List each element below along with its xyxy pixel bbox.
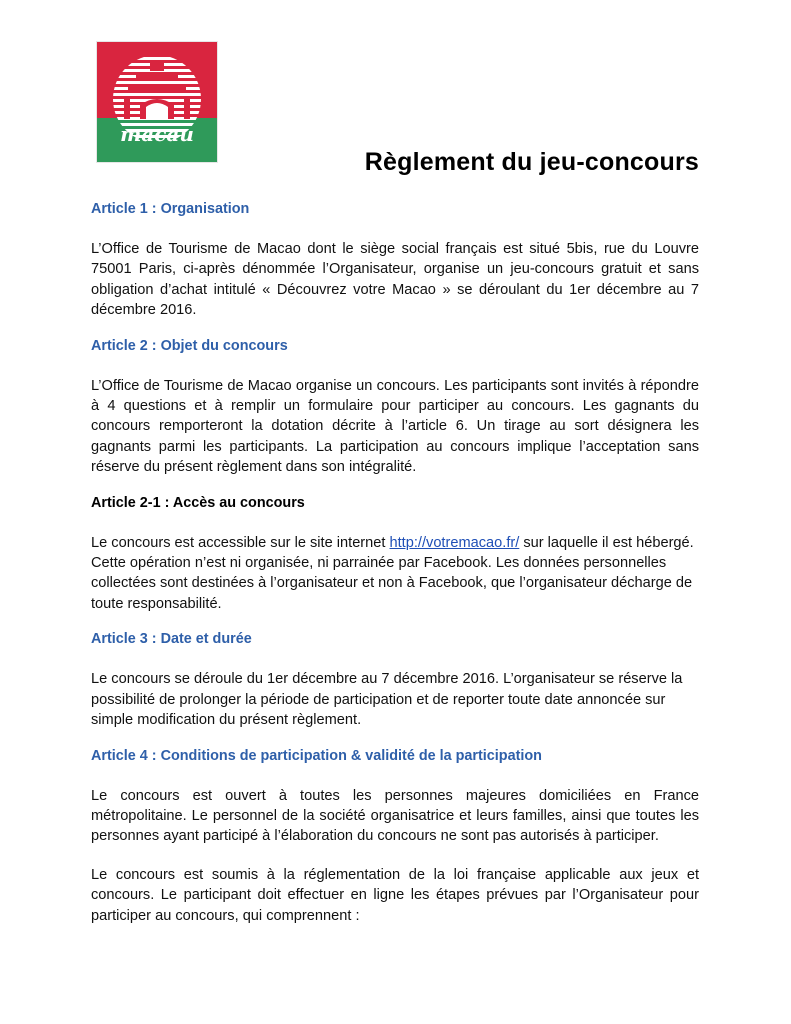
article-4-text-1: Le concours est ouvert à toutes les personnes majeures domiciliées en France métropolitaine. Le personnel de la société organisatrice et leurs familles, ainsi que toutes les personnes ayant participé à l’élaboration du concours ne sont pas autorisés à participer. — [91, 787, 699, 845]
site-link[interactable]: http://votremacao.fr/ — [389, 534, 520, 551]
svg-text:macau: macau — [120, 122, 194, 146]
article-1-heading: Article 1 : Organisation — [91, 201, 250, 217]
macau-logo — [96, 41, 218, 163]
article-2-text: L’Office de Tourisme de Macao organise un concours. Les participants sont invités à répondre à 4 questions et à remplir un formulaire pour participer au concours. Les gagnants du concours remporteront la dotation décrite à l’article 6. Un tirage au sort désignera les gagnants parmi les participants. La participation au concours implique l’acceptation sans réserve du présent règlement dans son intégralité. — [91, 377, 699, 476]
article-3-heading: Article 3 : Date et durée — [91, 631, 252, 648]
article-2-1-text — [91, 533, 699, 615]
article-4-heading: Article 4 : Conditions de participation & validité de la participation — [91, 747, 542, 764]
article-4-text-2: Le concours est soumis à la réglementation de la loi française applicable aux jeux et concours. Le participant doit effectuer en ligne les étapes prévues par l’Organisateur pour participer au concours, qui comprennent : — [91, 866, 699, 924]
article-2-1-heading: Article 2-1 : Accès au concours — [91, 494, 305, 511]
article-1-text: L’Office de Tourisme de Macao dont le siège social français est situé 5bis, rue du Louvre 75001 Paris, ci-après dénommée l’Organisateur, organise un jeu-concours gratuit et sans obligation d’achat intitulé « Découvrez votre Macao » se déroulant du 1er décembre au 7 décembre 2016. — [91, 241, 699, 319]
document-title: Règlement du jeu-concours — [364, 148, 699, 176]
article-2-heading: Article 2 : Objet du concours — [91, 337, 288, 354]
article-2-1-text-after: sur laquelle il est hébergé. Cette opération n’est ni organisée, ni parrainée par Facebook. Les données personnelles collectées sont destinées à l’organisateur et non à Facebook, que l’organisateur décharge de toute responsabilité. — [91, 534, 694, 612]
document-body — [91, 198, 699, 940]
article-2-1-text-before: Le concours est accessible sur le site internet — [91, 534, 390, 551]
article-3-text: Le concours se déroule du 1er décembre au 7 décembre 2016. L’organisateur se réserve la possibilité de prolonger la période de participation et de reporter toute date annoncée sur simple modification du présent règlement. — [91, 671, 683, 729]
